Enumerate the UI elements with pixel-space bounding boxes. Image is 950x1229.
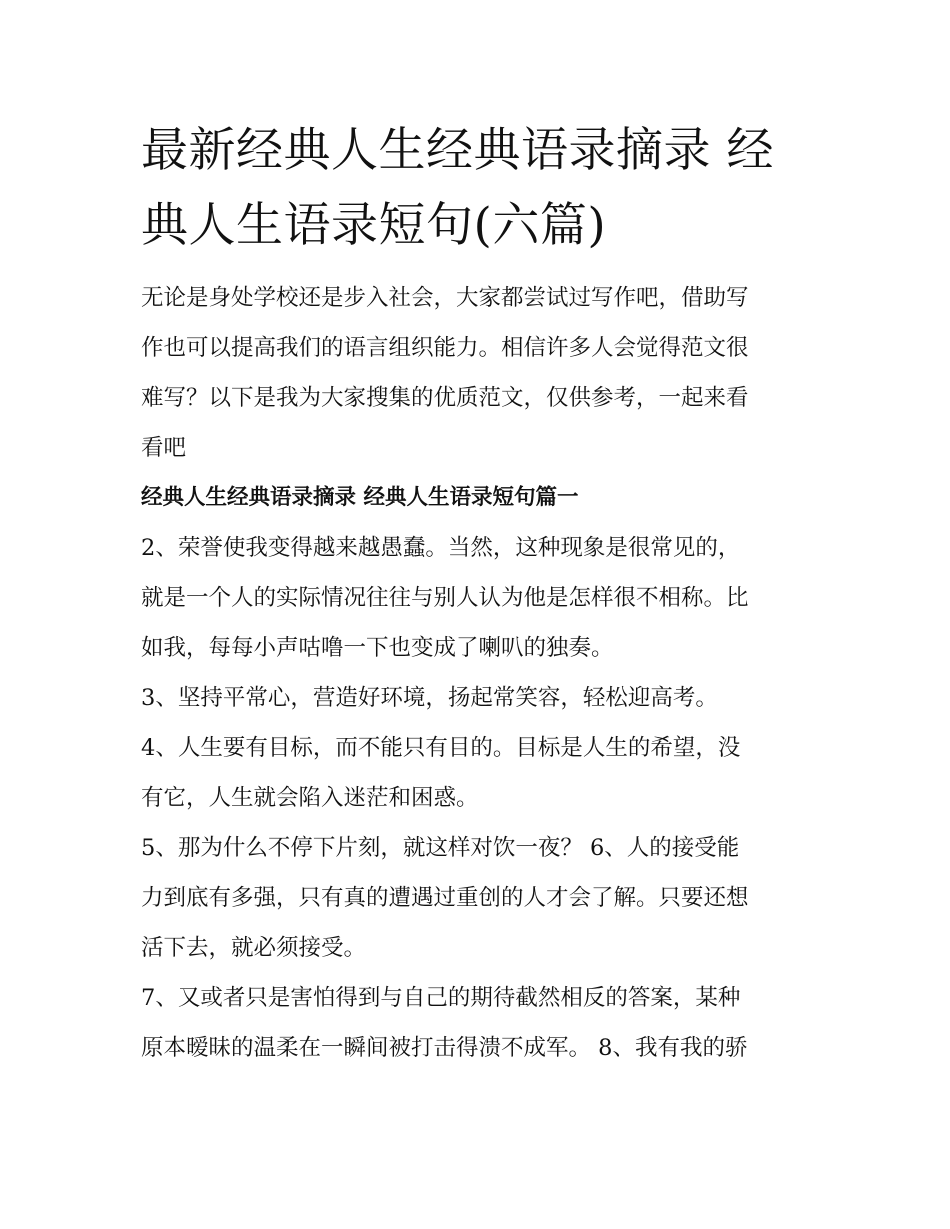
intro-line: 看吧 [141,435,187,461]
paragraph-line: 5、那为什么不停下片刻，就这样对饮一夜？ 6、人的接受能 [141,835,740,861]
paragraph-line: 如我，每每小声咕噜一下也变成了喇叭的独奏。 [141,635,614,661]
paragraph-line: 就是一个人的实际情况往往与别人认为他是怎样很不相称。比 [141,585,749,611]
paragraph-line: 3、坚持平常心，营造好环境，扬起常笑容，轻松迎高考。 [141,685,718,711]
paragraph-line: 2、荣誉使我变得越来越愚蠢。当然，这种现象是很常见的， [141,535,741,561]
paragraph-line: 原本暧昧的温柔在一瞬间被打击得溃不成军。 8、我有我的骄 [141,1035,748,1061]
paragraph-line: 活下去，就必须接受。 [141,935,367,961]
paragraph-line: 4、人生要有目标，而不能只有目的。目标是人生的希望，没 [141,735,741,761]
document-page [141,113,813,1073]
paragraph-line: 有它，人生就会陷入迷茫和困惑。 [141,785,479,811]
quote-paragraph-2 [141,523,813,673]
title-line: 典人生语录短句(六篇) [141,198,607,253]
paragraph-line: 7、又或者只是害怕得到与自己的期待截然相反的答案，某种 [141,985,741,1011]
quote-paragraph-3 [141,673,813,723]
document-title [141,113,813,263]
intro-line: 无论是身处学校还是步入社会，大家都尝试过写作吧，借助写 [141,285,749,311]
quote-paragraph-7 [141,973,813,1073]
title-line: 最新经典人生经典语录摘录 经 [141,123,774,178]
section-heading: 经典人生经典语录摘录 经典人生语录短句篇一 [141,485,579,510]
quote-paragraph-4 [141,723,813,823]
intro-line: 难写？以下是我为大家搜集的优质范文，仅供参考，一起来看 [141,385,749,411]
intro-paragraph [141,273,813,473]
quote-paragraph-5 [141,823,813,973]
paragraph-line: 力到底有多强，只有真的遭遇过重创的人才会了解。只要还想 [141,885,749,911]
intro-line: 作也可以提高我们的语言组织能力。相信许多人会觉得范文很 [141,335,749,361]
